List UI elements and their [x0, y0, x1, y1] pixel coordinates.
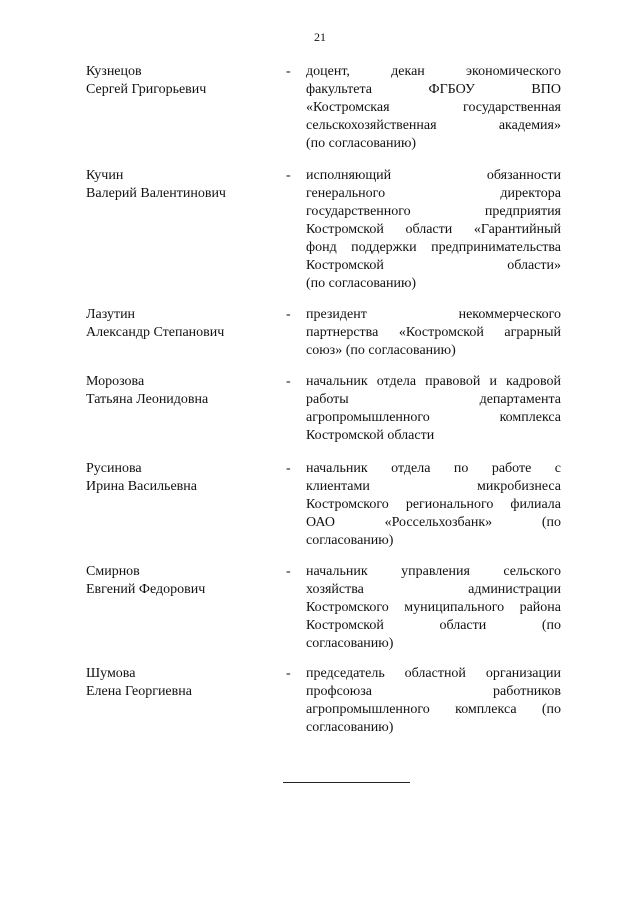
role-line: президент некоммерческого [306, 307, 561, 322]
member-name [86, 63, 276, 99]
member-name [86, 563, 276, 599]
role-line: согласованию) [306, 720, 394, 735]
role-line: (по согласованию) [306, 276, 417, 291]
role-line: «Костромская государственная [306, 100, 561, 115]
member-surname: Кузнецов [86, 64, 142, 79]
member-name [86, 460, 276, 496]
entry-dash: - [286, 461, 291, 476]
role-line: генерального директора [306, 186, 561, 201]
entry-dash: - [286, 307, 291, 322]
member-entry-rusinova [0, 460, 640, 560]
role-line: фонд поддержки предпринимательства [306, 240, 561, 255]
role-line: ОАО «Россельхозбанк» (по [306, 515, 561, 530]
role-line: Костромской области (по [306, 618, 561, 633]
role-line: председатель областной организации [306, 666, 561, 681]
role-line: государственного предприятия [306, 204, 561, 219]
entry-dash: - [286, 168, 291, 183]
member-name [86, 167, 276, 203]
member-role [306, 460, 561, 550]
member-surname: Смирнов [86, 564, 140, 579]
member-entry-kuznetsov [0, 63, 640, 163]
role-line: Костромского регионального филиала [306, 497, 561, 512]
member-entry-kuchin [0, 167, 640, 291]
entry-dash: - [286, 564, 291, 579]
member-entry-smirnov [0, 563, 640, 663]
role-line: Костромского муниципального района [306, 600, 561, 615]
member-role [306, 63, 561, 153]
role-line: работы департамента [306, 392, 561, 407]
end-of-list-divider [283, 782, 410, 783]
member-given-names: Сергей Григорьевич [86, 82, 207, 97]
member-entry-shumova [0, 665, 640, 765]
member-given-names: Ирина Васильевна [86, 479, 197, 494]
role-line: (по согласованию) [306, 136, 417, 151]
member-given-names: Валерий Валентинович [86, 186, 226, 201]
role-line: клиентами микробизнеса [306, 479, 561, 494]
member-given-names: Татьяна Леонидовна [86, 392, 209, 407]
role-line: начальник управления сельского [306, 564, 561, 579]
role-line: согласованию) [306, 636, 394, 651]
role-line: доцент, декан экономического [306, 64, 561, 79]
member-entry-morozova [0, 373, 640, 473]
role-line: агропромышленного комплекса [306, 410, 561, 425]
role-line: профсоюза работников [306, 684, 561, 699]
member-surname: Шумова [86, 666, 136, 681]
role-line: исполняющий обязанности [306, 168, 561, 183]
role-line: агропромышленного комплекса (по [306, 702, 561, 717]
member-name [86, 665, 276, 701]
member-name [86, 373, 276, 409]
role-line: Костромской области «Гарантийный [306, 222, 561, 237]
member-surname: Морозова [86, 374, 145, 389]
entry-dash: - [286, 374, 291, 389]
role-line: партнерства «Костромской аграрный [306, 325, 561, 340]
member-name [86, 306, 276, 342]
entry-dash: - [286, 666, 291, 681]
member-role [306, 306, 561, 360]
entry-dash: - [286, 64, 291, 79]
member-role [306, 665, 561, 737]
member-role [306, 167, 561, 293]
role-line: согласованию) [306, 533, 394, 548]
member-role [306, 563, 561, 653]
role-line: хозяйства администрации [306, 582, 561, 597]
role-line: начальник отдела по работе с [306, 461, 561, 476]
member-role [306, 373, 561, 445]
member-surname: Русинова [86, 461, 142, 476]
member-given-names: Евгений Федорович [86, 582, 206, 597]
role-line: Костромской области [306, 428, 435, 443]
role-line: сельскохозяйственная академия» [306, 118, 561, 133]
role-line: начальник отдела правовой и кадровой [306, 374, 561, 389]
role-line: Костромской области» [306, 258, 561, 273]
member-given-names: Елена Георгиевна [86, 684, 192, 699]
role-line: союз» (по согласованию) [306, 343, 456, 358]
page-number: 21 [314, 30, 326, 44]
member-surname: Лазутин [86, 307, 136, 322]
member-given-names: Александр Степанович [86, 325, 225, 340]
role-line: факультета ФГБОУ ВПО [306, 82, 561, 97]
member-surname: Кучин [86, 168, 124, 183]
